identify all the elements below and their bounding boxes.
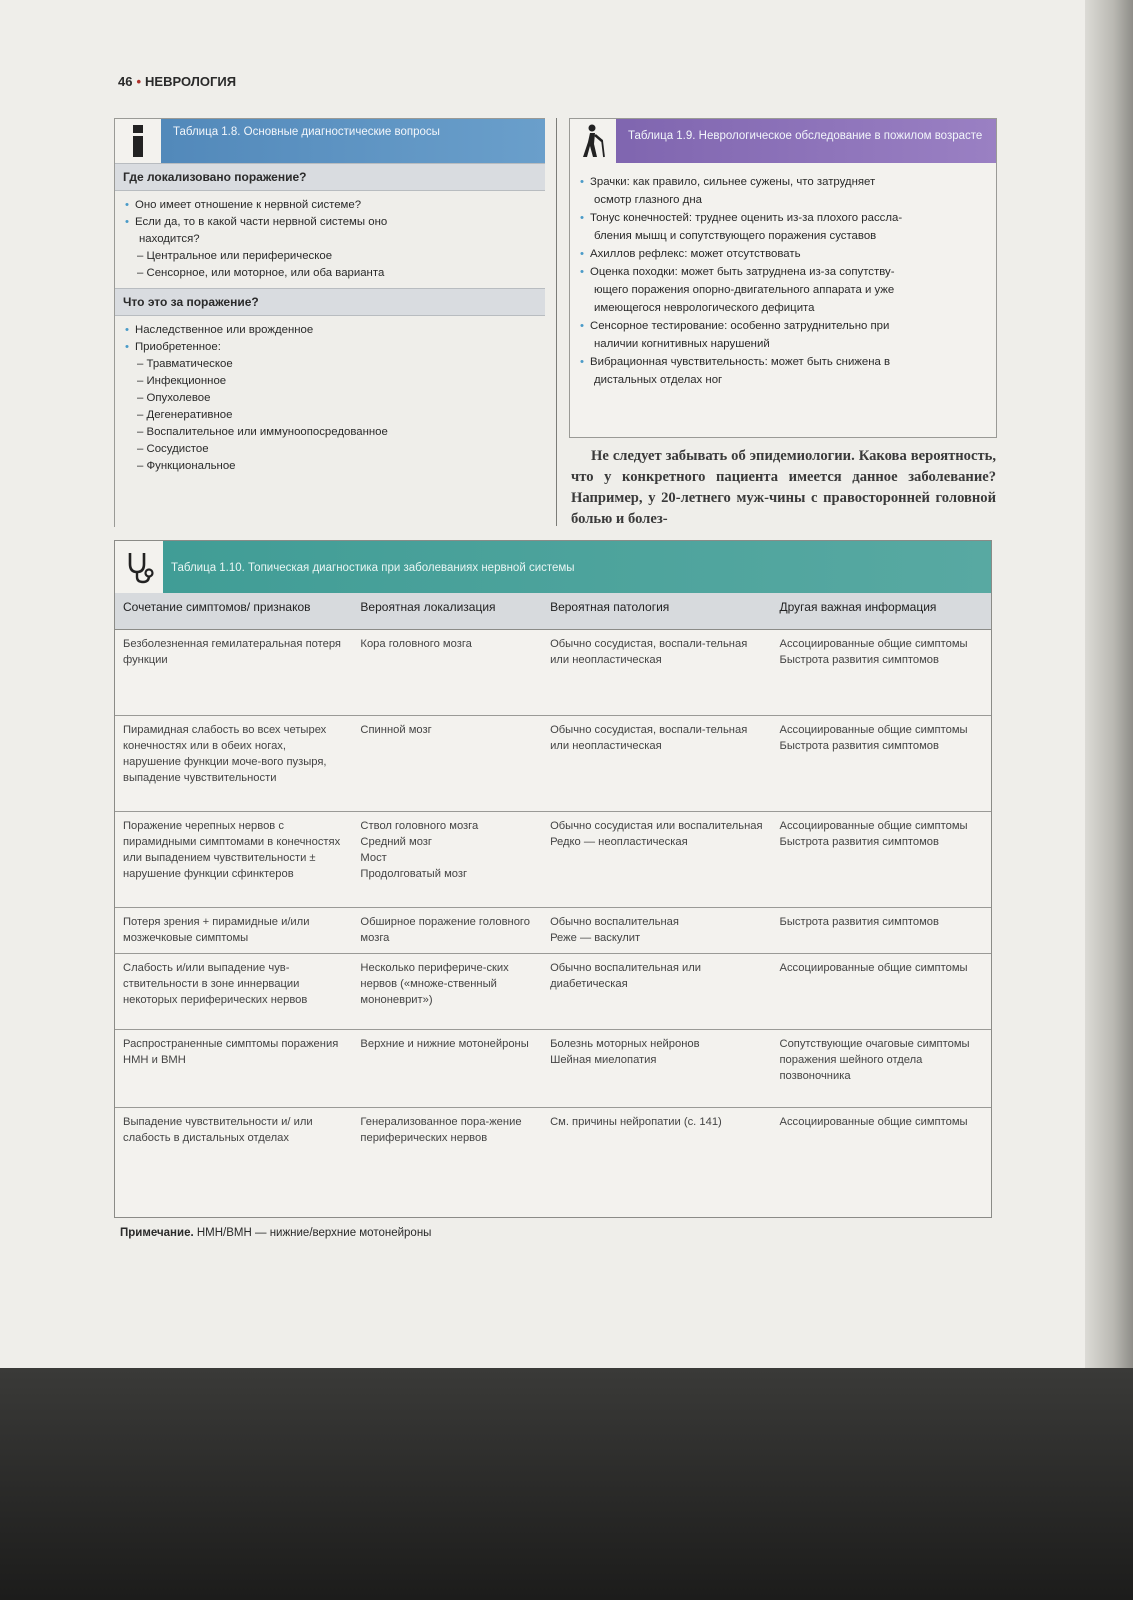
list-item: • Оценка походки: может быть затруднена из-за сопутству-: [580, 263, 988, 281]
list-item: – Травматическое: [125, 356, 537, 373]
table-cell: Ствол головного мозга Средний мозг Мост Продолговатый мозг: [352, 811, 542, 907]
list-item: – Функциональное: [125, 458, 537, 475]
table-cell: Слабость и/или выпадение чув-ствительности в зоне иннервации некоторых периферических нервов: [115, 953, 352, 1029]
table-1-10: [114, 540, 992, 1218]
list-item: дистальных отделах ног: [594, 374, 723, 386]
list-item: • Вибрационная чувствительность: может быть снижена в: [580, 353, 988, 371]
table-cell: Обычно сосудистая, воспали-тельная или неопластическая: [542, 629, 771, 715]
scanner-background: [0, 1368, 1133, 1600]
table-row: [115, 953, 991, 1029]
list-item: • Ахиллов рефлекс: может отсутствовать: [580, 245, 988, 263]
table-cell: Распространенные симптомы поражения НМН и ВМН: [115, 1029, 352, 1107]
table-cell: См. причины нейропатии (с. 141): [550, 1115, 722, 1128]
table-row: [115, 1107, 991, 1173]
table-cell: Ассоциированные общие симптомы Быстрота развития симптомов: [771, 629, 991, 715]
table-body: [115, 629, 991, 1173]
page-gutter-shadow: [1085, 0, 1133, 1368]
table-cell: Потеря зрения + пирамидные и/или мозжечковые симптомы: [115, 907, 352, 953]
table-cell: Несколько перифериче-ских нервов («множе-ственный мононеврит»): [352, 953, 542, 1029]
table-cell: Обычно воспалительная или диабетическая: [542, 953, 771, 1029]
table-cell: Кора головного мозга: [352, 629, 542, 715]
elderly-exam-list: [570, 163, 996, 395]
list-item: – Инфекционное: [125, 373, 537, 390]
list-item: – Сосудистое: [125, 441, 537, 458]
note-text: НМН/ВМН — нижние/верхние мотонейроны: [196, 1227, 432, 1239]
list-item: • Наследственное или врожденное: [125, 322, 537, 339]
running-head: [118, 74, 236, 89]
table-cell: Спинной мозг: [352, 715, 542, 811]
column-header: Вероятная патология: [542, 593, 771, 629]
table-row: [115, 811, 991, 907]
table-row: [115, 629, 991, 715]
table-cell: Ассоциированные общие симптомы Быстрота развития симптомов: [771, 715, 991, 811]
table-cell: Быстрота развития симптомов: [771, 907, 991, 953]
list-item: – Центральное или периферическое: [125, 248, 537, 265]
column-header: Сочетание симптомов/ признаков: [115, 593, 352, 629]
list-item: бления мышц и сопутствующего поражения суставов: [594, 230, 877, 242]
note-label: Примечание.: [120, 1227, 194, 1239]
list-item: • Сенсорное тестирование: особенно затруднительно при: [580, 317, 988, 335]
table-cell: Обширное поражение головного мозга: [352, 907, 542, 953]
elderly-person-icon: [570, 119, 616, 163]
table-row: [115, 715, 991, 811]
column-header: Другая важная информация: [771, 593, 991, 629]
list-item: имеющегося неврологического дефицита: [594, 302, 815, 314]
table-cell: Генерализованное пора-жение периферических нервов: [360, 1115, 522, 1144]
topical-diagnosis-table: [115, 593, 991, 1173]
table-cell: Выпадение чувствительности и/ или слабость в дистальных отделах: [123, 1115, 313, 1144]
table-header-row: [115, 593, 991, 629]
table-cell: Поражение черепных нервов с пирамидными симптомами в конечностях или выпадением чувствительности ± нарушение функции сфинктеров: [115, 811, 352, 907]
table-1-9-title: Таблица 1.9. Неврологическое обследование в пожилом возрасте: [628, 130, 983, 142]
table-cell: Верхние и нижние мотонейроны: [352, 1029, 542, 1107]
list-item: • Если да, то в какой части нервной системы оно: [125, 214, 537, 231]
table-cell: Пирамидная слабость во всех четырех конечностях или в обеих ногах, нарушение функции моче-вого пузыря, выпадение чувствительности: [115, 715, 352, 811]
table-1-8-header: [115, 119, 545, 163]
column-header: Вероятная локализация: [352, 593, 542, 629]
list-item: • Приобретенное:: [125, 339, 537, 356]
stethoscope-icon: [115, 541, 163, 593]
list-item: наличии когнитивных нарушений: [594, 338, 770, 350]
section-title: НЕВРОЛОГИЯ: [145, 74, 237, 89]
info-icon: [115, 119, 161, 163]
column-divider: [556, 118, 557, 526]
table-row: [115, 907, 991, 953]
page-number: 46: [118, 74, 133, 89]
table-1-9-header: [570, 119, 996, 163]
table-cell: Обычно сосудистая или воспалительная Редко — неопластическая: [542, 811, 771, 907]
table-note: [120, 1227, 431, 1239]
table-cell: Болезнь моторных нейронов Шейная миелопатия: [542, 1029, 771, 1107]
list-item: осмотр глазного дна: [594, 194, 702, 206]
table-1-10-header: [115, 541, 991, 593]
table-cell: Обычно сосудистая, воспали-тельная или неопластическая: [542, 715, 771, 811]
list-item: находится?: [139, 233, 200, 245]
section-heading: Где локализовано поражение?: [115, 163, 545, 191]
table-cell: Ассоциированные общие симптомы: [779, 1115, 968, 1128]
table-1-8-title: Таблица 1.8. Основные диагностические вопросы: [173, 126, 440, 138]
list-item: – Сенсорное, или моторное, или оба варианта: [125, 265, 537, 282]
table-row: [115, 1029, 991, 1107]
list-item: • Оно имеет отношение к нервной системе?: [125, 197, 537, 214]
table-cell: Сопутствующие очаговые симптомы поражения шейного отдела позвоночника: [771, 1029, 991, 1107]
list-item: • Тонус конечностей: труднее оценить из-за плохого рассла-: [580, 209, 988, 227]
table-cell: Обычно воспалительная Реже — васкулит: [542, 907, 771, 953]
list-item: ющего поражения опорно-двигательного аппарата и уже: [594, 284, 895, 296]
table-cell: Ассоциированные общие симптомы: [771, 953, 991, 1029]
body-paragraph: Не следует забывать об эпидемиологии. Какова вероятность, что у конкретного пациента имеется данное заболевание? Например, у 20-летнего муж-чины с правосторонней головной болью и болез-: [571, 448, 996, 527]
section-heading: Что это за поражение?: [115, 288, 545, 316]
list-item: • Зрачки: как правило, сильнее сужены, что затрудняет: [580, 173, 988, 191]
section-list: [115, 191, 545, 288]
head-separator: •: [136, 74, 142, 89]
body-text: [571, 446, 996, 530]
list-item: – Воспалительное или иммуноопосредованное: [125, 424, 537, 441]
list-item: – Опухолевое: [125, 390, 537, 407]
list-item: – Дегенеративное: [125, 407, 537, 424]
table-cell: Ассоциированные общие симптомы Быстрота развития симптомов: [771, 811, 991, 907]
table-1-9: [569, 118, 997, 438]
table-1-8: [114, 118, 545, 527]
section-list: [115, 316, 545, 481]
table-cell: Безболезненная гемилатеральная потеря функции: [115, 629, 352, 715]
table-1-10-title: Таблица 1.10. Топическая диагностика при заболеваниях нервной системы: [171, 562, 575, 574]
